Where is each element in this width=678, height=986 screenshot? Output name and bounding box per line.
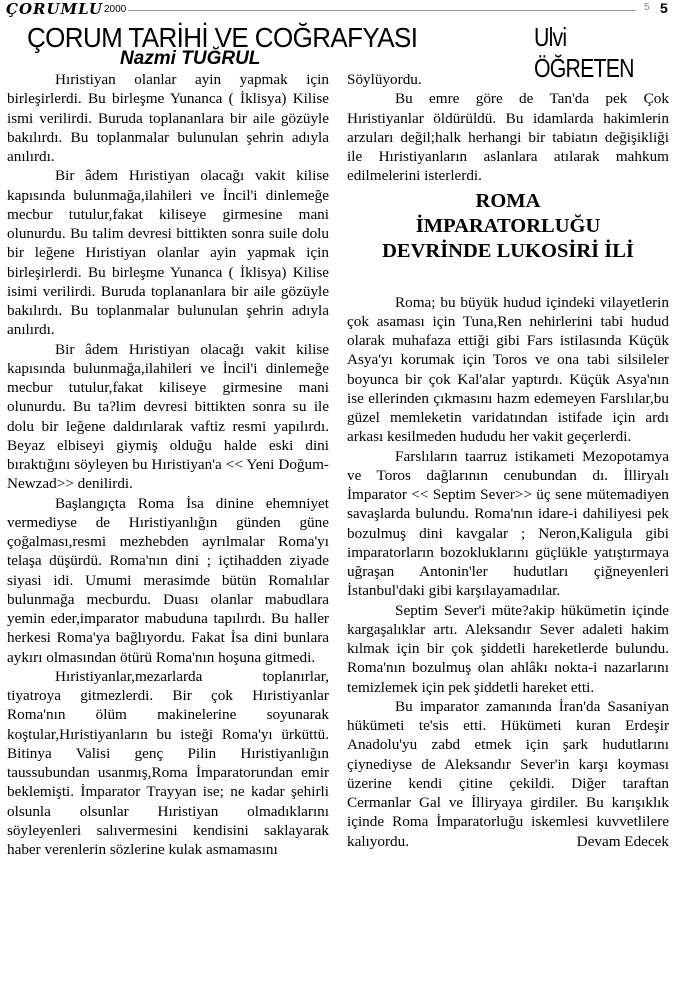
paragraph: Bir âdem Hıristiyan olacağı vakit kilise kapısında bulunmağa,ilahileri ve İncil'i dinlemeğe mecbur tutulur,fakat kiliseye girmesine mani olunurdu. Bu talim devresi bittikten sonra suile dolu bir leğene Hıristiyan olanlar ayin yapmak için birleşirlerdi. Bu birleşme Yunanca ( İklisya) Kilise isimi verilirdi. Buruda toplananlara bir aile gözüyle bakılırdı. Bu toplanmalar bulunulan şehrin adıyla anılırdı. (7, 167, 329, 339)
column-left (7, 70, 329, 859)
heading-line: ROMA (475, 189, 541, 212)
continued-note: Devam Edecek (576, 832, 669, 850)
header-rule (128, 10, 636, 11)
issue-year: 2000 (104, 4, 127, 15)
section-heading (347, 189, 669, 264)
page-number: 5 (660, 0, 668, 16)
paragraph: Hıristiyan olanlar ayin yapmak için birleşirlerdi. Bu birleşme Yunanca ( İklisya) Kilise ismi verilirdi. Buruda toplananlara bir aile gözüyle bakılırdı. Bu toplanmalar bulunulan şehrin adıyla anılırdı. (7, 71, 329, 165)
byline: Ulvi ÖĞRETEN (534, 22, 634, 83)
paragraph: Söylüyordu. (347, 71, 422, 88)
paragraph: Hıristiyanlar,mezarlarda toplanırlar, tiyatroya gitmezlerdi. Bir çok Hıristiyanlar Roma'nın ölüm makinelerine soyunarak koştular,Hıristiyanların bu isteği Roma'yı ürküttü. Bitinya Valisi genç Pilin Hıristiyanlığın taussubundan usanmış,Roma İmparatorundan emir beklemişti. İmparator Trayyan ise; ne kadar şehirli olsunla olsunlar Hıristiyan olmadıklarını söyleyenleri salıvermesini kendisini saklayarak haber verenlerin sözlerine kulak asmamasını (7, 667, 329, 858)
paragraph: Bir âdem Hıristiyan olacağı vakit kilise kapısında bulunmağa,ilahileri ve İncil'i dinlemeğe mecbur tutulur,fakat kiliseye girmesine mani olunurdu. Bu ta?lim devresi bittikten sonra su ile dolu bir leğene daldırılarak vaftiz resmi yapılırdı. Beyaz elbiseyi giymiş olduğu halde eski dini bıraktığını söyleyen bu Hıristiyan'a << Yeni Doğum-Newzad>> denilirdi. (7, 340, 329, 493)
paragraph: Farslıların taarruz istikameti Mezopotamya ve Toros dağlarının cenubundan dı. İlliryalı İmparator << Septim Sever>> üç sene mütemadiyen savaşlarda bulundu. Roma'nın idare-i dahiliyesi pek bozulmuş dini kavgalar ; Neron,Kaligula gibi imparatorların bozokluklarını güçlükle yatıştırmaya uğraşan Antonin'ler hudutları çiğneyenleri İstanbul'daki gibi karşılayamadılar. (347, 447, 669, 600)
heading-line: İMPARATORLUĞU (415, 214, 601, 237)
article-title: ÇORUM TARİHİ VE COĞRAFYASI (27, 22, 418, 54)
paragraph: Bu emre göre de Tan'da pek Çok Hıristiyanlar öldürüldü. Bu idamlarda hakimlerin arzuları değil;halk herhangi bir tabiatın değişikliği ile Hıristiyanların aslanlara atılarak mahkum edilmelerini isterlerdi. (347, 90, 669, 185)
paragraph (347, 697, 669, 851)
newspaper-logo: ÇORUMLU (6, 0, 103, 18)
paragraph: Septim Sever'i müte?akip hükümetin içinde kargaşalıklar artı. Aleksandır Sever adaleti hakim kılmak için bir çok şiddetli hareketlerde bulundu. Roma'nın bozulmuş olan ahlâkı nokta-i nazarlarını temizlemek için pek şiddetli hareket etti. (347, 601, 669, 696)
heading-line: DEVRİNDE LUKOSİRİ İLİ (382, 239, 634, 262)
article-author: Nazmi TUĞRUL (120, 48, 261, 69)
column-right (347, 70, 669, 851)
page-header (0, 0, 678, 20)
page-box: 5 (644, 2, 650, 13)
paragraph: Roma; bu büyük hudud içindeki vilayetlerin çok asaması için Tuna,Ren nehirlerini tabi hudud olarak muhafaza ettiği gibi Fars istilasında Küçük Asya'yı korumak için Toros ve ona tabi silsileler boyunca bir çok Kal'alar yaptırdı. Küçük Asya'nın ise ellerinden çıkmasını hazm edemeyen Farslılar,bu güzel memleketin varidatından istifade için ardı arkası kesilmeden hududu her vakit geçerlerdi. (347, 293, 669, 446)
paragraph-text: Bu imparator zamanında İran'da Sasaniyan hükümeti te'sis etti. Hükümeti kuran Erdeşir Anadolu'yu zabd etmek için şark hudutlarını çiynediyse de Aleksandır Sever'in karşı koyması üzerine kendi çitine çekildi. Diğer taraftan Cermanlar Gal ve İlliryaya girdiler. Bu karışıklık içinde Roma İmparatorluğu iskemlesi kuvvetlilere kalıyordu. (347, 697, 669, 850)
paragraph: Başlangıçta Roma İsa dinine ehemniyet vermediyse de Hıristiyanlığın günden güne çoğalması,resmi mezhebden ayrılmalar Roma'yı telaşa düşürdü. Roma'nın dini ; içtihadden ziyade siyasi idi. Umumi merasimde bütün Romalılar bulunmağa mecburdu. Duası olanlar mabudlara yemin eder,imparator mabuduna tapılırdı. Bu haller herkesi Roma'ya bağlıyordu. Fakat İsa dini bunlara aykırı olmasından ötürü Roma'nın hoşuna gitmedi. (7, 494, 329, 666)
